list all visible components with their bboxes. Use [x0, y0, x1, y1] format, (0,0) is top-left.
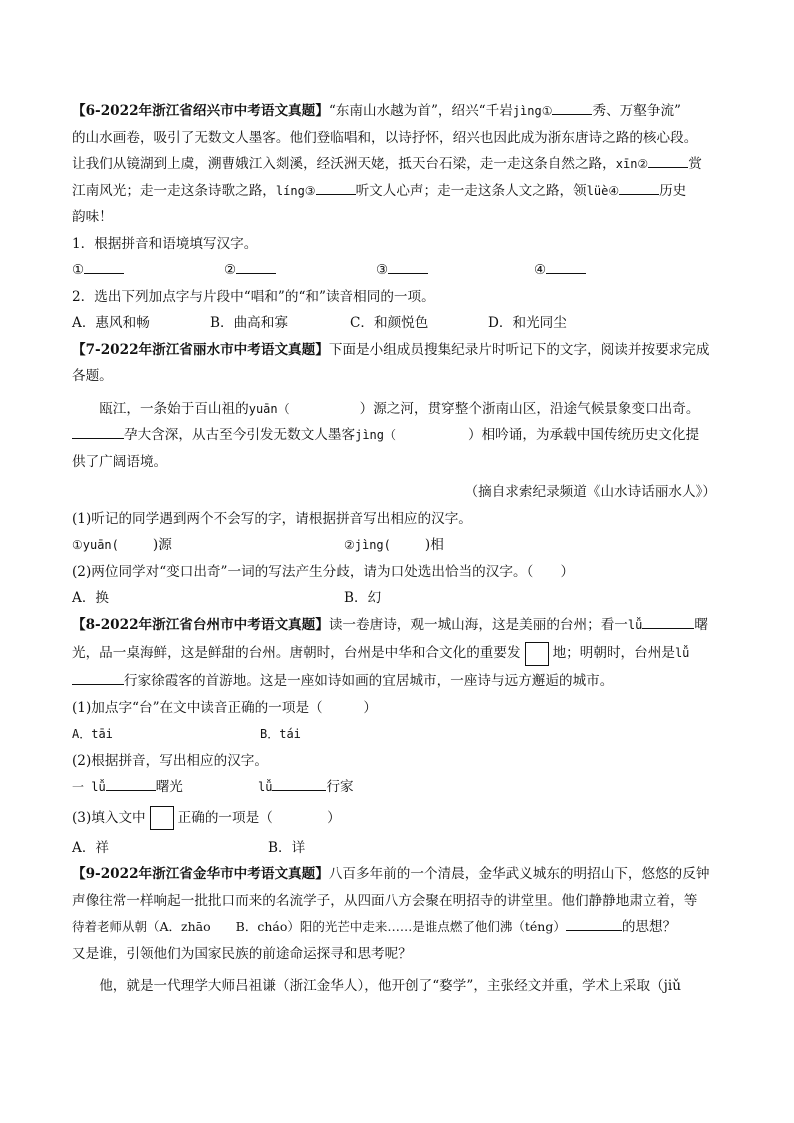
q6-pinyin-4: lüè④ [586, 183, 620, 198]
q6-subquestion-2: 2．选出下列加点字与片段中“唱和”的“和”读音相同的一项。 [72, 288, 435, 305]
q7-text-2: ）源之河，贯穿整个浙南山区，沿途气候景象变口出奇。 [359, 400, 700, 417]
q6-blank-1[interactable] [552, 98, 592, 115]
q9-line-2: 声像往常一样响起一批批口而来的名流学子，从四面八方会聚在明招寺的讲堂里。他们静静地肃立着，等 [72, 892, 698, 909]
q6-answer-1-blank[interactable] [84, 257, 124, 274]
q6-line-3 [72, 151, 724, 178]
q6-answer-4 [534, 257, 586, 284]
q6-line-4 [72, 178, 724, 205]
q7-pinyin-1: yuān（ [248, 401, 290, 416]
q8-subquestion-2: (2)根据拼音，写出相应的汉字。 [72, 752, 268, 769]
q6-answer-4-label: ④ [534, 262, 547, 278]
q6-answer-3 [376, 257, 534, 284]
q6-text-6: 听文人心声；走一走这条人文之路，领 [355, 182, 587, 199]
q8-blank-1[interactable] [642, 612, 694, 629]
q6-subquestion-1: 1．根据拼音和语境填写汉字。 [72, 235, 258, 252]
q8-text-2: 曙 [694, 616, 708, 633]
q7-answer-1-text: )源 [152, 537, 172, 553]
q7-answer-2-text: )相 [424, 537, 444, 553]
q9-line-3 [72, 914, 724, 941]
q7-source: （摘自求索纪录频道《山水诗话丽水人》） [464, 484, 716, 500]
q7-text-4: ）相吟诵，为承载中国传统历史文化提 [468, 427, 700, 443]
q8-title: 【8-2022年浙江省台州市中考语文真题】 [72, 616, 329, 633]
q6-answer-row [72, 257, 724, 284]
q8-fill-2-pinyin: lǚ [258, 780, 273, 794]
q7-line-1 [72, 337, 724, 364]
q7-text-1: 瓯江，一条始于百山祖的 [99, 400, 249, 417]
q9-text-3: 待着老师从朝（A．zhāo B．cháo）阳的光芒中走来……是谁点燃了他们沸（téng） [72, 919, 566, 934]
q6-line-2: 的山水画卷，吸引了无数文人墨客。他们登临唱和，以诗抒怀，绍兴也因此成为浙东唐诗之路的核心段。 [72, 129, 698, 146]
q7-option-b[interactable]: B．幻 [344, 590, 382, 606]
q7-answer-2-pinyin: ②jìng( [344, 538, 391, 552]
q6-option-d[interactable]: D．和光同尘 [488, 315, 567, 331]
q8-fill-box[interactable] [525, 642, 549, 666]
q8-text-5: 行家徐霞客的首游地。这是一座如诗如画的宜居城市，一座诗与远方邂逅的城市。 [124, 673, 614, 689]
q6-text-3: 让我们从镜湖到上虞，溯曹娥江入剡溪，经沃洲天姥，抵天台石梁，走一走这条自然之路， [72, 156, 616, 172]
q9-text-1: 八百多年前的一个清晨，金华武义城东的明招山下，悠悠的反钟 [328, 866, 710, 882]
q9-line-4: 又是谁，引领他们为国家民族的前途命运探寻和思考呢？ [72, 945, 412, 962]
q8-text-1: 读一卷唐诗，观一城山海，这是美丽的台州；看一 [328, 616, 628, 633]
q6-text-7: 历史 [659, 182, 687, 199]
q8-option-1b[interactable]: B．tái [260, 727, 301, 741]
q7-answer-2 [344, 532, 444, 559]
q6-option-c[interactable]: C．和颜悦色 [350, 315, 429, 331]
q8-fill-2-blank[interactable] [272, 774, 326, 791]
q6-title: 【6-2022年浙江省绍兴市中考语文真题】 [72, 103, 329, 119]
q6-blank-2[interactable] [648, 151, 688, 168]
q8-line-2 [72, 638, 724, 668]
q6-answer-2 [224, 257, 376, 284]
q7-answer-1 [72, 532, 344, 559]
q6-options-row [72, 310, 724, 337]
q8-subquestion-3-box [150, 806, 174, 830]
q6-option-a[interactable]: A．惠风和畅 [72, 315, 150, 331]
q6-pinyin-1: jìng① [512, 104, 553, 118]
q6-pinyin-2: xīn② [615, 157, 649, 171]
q6-text-2: 秀、万壑争流” [592, 103, 681, 119]
q9-line-1 [72, 861, 724, 888]
q7-options-row [72, 585, 724, 612]
q8-subquestion-3-text-2: 正确的一项是（ ） [177, 809, 341, 826]
q7-answer-row [72, 532, 724, 559]
q8-line-1 [72, 612, 724, 639]
q6-text-1: “东南山水越为首”，绍兴“千岩 [328, 103, 513, 119]
q8-subquestion-3 [72, 801, 724, 835]
q6-pinyin-3: líng③ [275, 183, 316, 198]
q8-option-3a[interactable]: A．祥 [72, 839, 110, 856]
q8-fill-1 [72, 774, 258, 801]
q9-text-4: 的思想？ [621, 919, 677, 935]
q6-blank-3[interactable] [316, 178, 356, 195]
q8-options-row-1 [72, 721, 724, 748]
q8-line-3 [72, 668, 724, 695]
q8-fill-2-text: 行家 [326, 779, 354, 795]
q8-fill-1-pinyin: 一 lǚ [72, 780, 106, 794]
q6-text-5: 江南风光；走一走这条诗歌之路， [72, 182, 276, 199]
q8-subquestion-1: (1)加点字“台”在文中读音正确的一项是（ ） [72, 699, 378, 716]
q6-text-4: 赏 [688, 156, 702, 172]
q6-answer-4-blank[interactable] [546, 257, 586, 274]
q7-text-3: 孕大含深，从古至今引发无数文人墨客 [124, 427, 356, 443]
q7-pinyin-2: jìng（ [355, 428, 396, 442]
q6-answer-1 [72, 257, 224, 284]
q7-intro: 下面是小组成员搜集纪录片时听记下的文字，阅读并按要求完成 [328, 341, 710, 358]
q7-para-line-1 [72, 396, 724, 423]
q7-intro-2: 各题。 [72, 368, 113, 384]
q9-line-5: 他，就是一代理学大师吕祖谦（浙江金华人），他开创了“婺学”，主张经文并重，学术上采取（jiǔ [99, 978, 681, 994]
q8-options-row-3 [72, 835, 724, 862]
q6-answer-2-label: ② [224, 262, 237, 278]
exam-page [72, 98, 724, 1000]
q7-title: 【7-2022年浙江省丽水市中考语文真题】 [72, 341, 329, 358]
q8-blank-2[interactable] [72, 668, 124, 685]
q7-para-line-3: 供了广阔语境。 [72, 453, 168, 470]
q9-title: 【9-2022年浙江省金华市中考语文真题】 [72, 866, 329, 882]
q8-subquestion-3-text-1: (3)填入文中 [72, 809, 146, 826]
q6-line-5: 韵味！ [72, 209, 113, 225]
q8-text-3: 光，品一桌海鲜，这是鲜甜的台州。唐朝时，台州是中华和合文化的重要发 [72, 645, 521, 661]
q8-pinyin-2: lǚ [674, 646, 690, 660]
q6-answer-3-label: ③ [376, 262, 389, 278]
q6-answer-1-label: ① [72, 262, 85, 278]
q8-option-3b[interactable]: B．详 [268, 839, 306, 856]
q7-blank-1[interactable] [72, 422, 124, 439]
q6-line-1 [72, 98, 724, 125]
q8-option-1a[interactable]: A．tāi [72, 727, 113, 741]
q6-option-b[interactable]: B．曲高和寡 [210, 315, 288, 331]
q8-pinyin-1: lǚ [627, 617, 643, 632]
q7-option-a[interactable]: A．换 [72, 590, 110, 606]
q7-answer-1-pinyin: ①yuān( [72, 538, 119, 552]
q8-fill-row [72, 774, 724, 801]
q7-para-line-2 [72, 422, 724, 449]
q8-fill-1-blank[interactable] [106, 774, 156, 791]
q7-subquestion-2: (2)两位同学对“变口出奇”一词的写法产生分歧，请为口处选出恰当的汉字。（ ） [72, 563, 575, 580]
q6-blank-4[interactable] [619, 178, 659, 195]
q6-answer-2-blank[interactable] [236, 257, 276, 274]
q8-fill-2 [258, 774, 354, 801]
q8-fill-1-text: 曙光 [155, 779, 183, 795]
q9-blank-1[interactable] [566, 914, 622, 931]
q8-text-4: 地；明朝时，台州是 [552, 645, 675, 661]
q6-answer-3-blank[interactable] [388, 257, 428, 274]
q7-subquestion-1: (1)听记的同学遇到两个不会写的字，请根据拼音写出相应的汉字。 [72, 510, 472, 527]
